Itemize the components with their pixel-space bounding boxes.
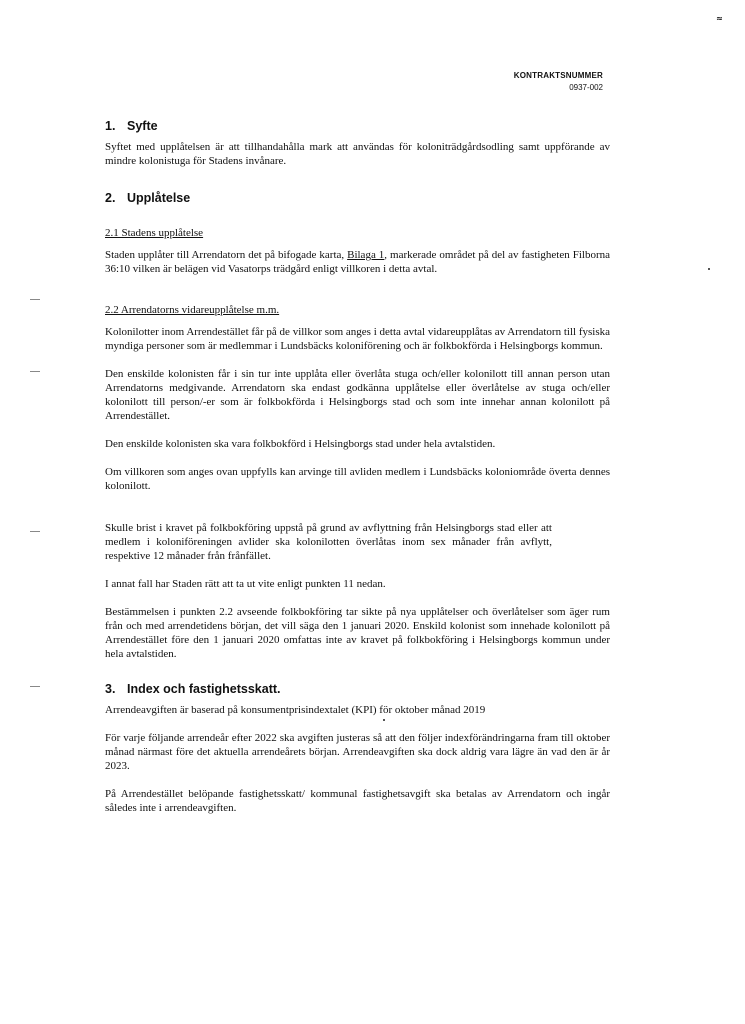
- section-title: Index och fastighetsskatt.: [127, 682, 281, 696]
- margin-mark: [30, 371, 40, 372]
- paragraph: Den enskilde kolonisten ska vara folkbokförd i Helsingborgs stad under hela avtalstiden.: [105, 438, 496, 450]
- contract-number-label: KONTRAKTSNUMMER: [513, 71, 603, 80]
- paragraph: På Arrendestället belöpande fastighetsskatt/ kommunal fastighetsavgift ska betalas av Arrendatorn och ingår således inte i arrendeavgiften.: [105, 788, 610, 814]
- paragraph: Skulle brist i kravet på folkbokföring uppstå på grund av avflyttning från Helsingborgs stad eller att medlem i koloniföreningen avlider ska kolonilotten överlåtas inom sex månader från avflytt, respektive 12 månader från frånfället.: [105, 522, 552, 562]
- subsection-2-1-heading: 2.1 Stadens upplåtelse: [105, 227, 204, 239]
- margin-mark: [30, 299, 40, 300]
- paragraph: Kolonilotter inom Arrendestället får på de villkor som anges i detta avtal vidareupplåtas av Arrendatorn till fysiska myndiga personer som är medlemmar i Lundsbäcks koloniförening och är folkbokförda i Helsingborgs kommun.: [105, 326, 610, 352]
- text-after-link: , markerade området på del av fastigheten Filborna 36:10 vilken är belägen vid Vasatorps trädgård enligt villkoren i detta avtal.: [105, 249, 610, 275]
- contract-header: [514, 70, 603, 94]
- subsection-2-1-paragraph: [105, 248, 610, 276]
- section-number: 1.: [105, 119, 116, 133]
- section-title: Syfte: [127, 119, 158, 133]
- scan-corner-mark: ≈: [716, 14, 723, 23]
- subsection-2-2-heading: 2.2 Arrendatorns vidareupplåtelse m.m.: [105, 304, 280, 316]
- paragraph: I annat fall har Staden rätt att ta ut vite enligt punkten 11 nedan.: [105, 578, 386, 590]
- contract-number: 0937-002: [569, 83, 603, 92]
- section-3-heading: [105, 681, 610, 697]
- section-1-heading: [105, 118, 610, 134]
- paragraph: För varje följande arrendeår efter 2022 ska avgiften justeras så att den följer indexförändringarna fram till oktober månad närmast före det aktuella arrendeårets början. Arrendeavgiften ska dock aldrig vara lägre än vad den är år 2023.: [105, 732, 610, 772]
- paragraph: Om villkoren som anges ovan uppfylls kan arvinge till avliden medlem i Lundsbäcks koloniområde överta dennes kolonilott.: [105, 466, 610, 492]
- section-title: Upplåtelse: [127, 191, 191, 205]
- margin-mark: [708, 268, 710, 270]
- margin-mark: [30, 686, 40, 687]
- paragraph: Arrendeavgiften är baserad på konsumentprisindextalet (KPI) för oktober månad 2019: [105, 704, 486, 716]
- section-number: 2.: [105, 191, 116, 205]
- paragraph: Den enskilde kolonisten får i sin tur inte upplåta eller överlåta stuga och/eller kolonilott till annan person utan Arrendatorns medgivande. Arrendatorn ska endast godkänna upplåtelse eller överlåtelse av stuga och/eller kolonilott till person/-er som är folkbokförda i Helsingborgs stad och som inte innehar annan kolonilott på Arrendestället.: [105, 368, 610, 422]
- appendix-reference: Bilaga 1: [347, 249, 385, 261]
- text-before-link: Staden upplåter till Arrendatorn det på bifogade karta,: [105, 249, 348, 261]
- paragraph: Bestämmelsen i punkten 2.2 avseende folkbokföring tar sikte på nya upplåtelser och överlåtelser som äger rum från och med arrendetidens början, det vill säga den 1 januari 2020. Enskild kolonist som innehade kolonilott på Arrendestället före den 1 januari 2020 omfattas inte av kravet på folkbokföring i Helsingborgs kommun under hela avtalstiden.: [105, 606, 610, 660]
- section-number: 3.: [105, 682, 116, 696]
- document-body: [105, 118, 610, 815]
- section-2-heading: [105, 190, 610, 206]
- margin-mark: [30, 531, 40, 532]
- section-1-paragraph: Syftet med upplåtelsen är att tillhandahålla mark att användas för koloniträdgårdsodling samt uppförande av mindre kolonistuga för Stadens invånare.: [105, 141, 610, 167]
